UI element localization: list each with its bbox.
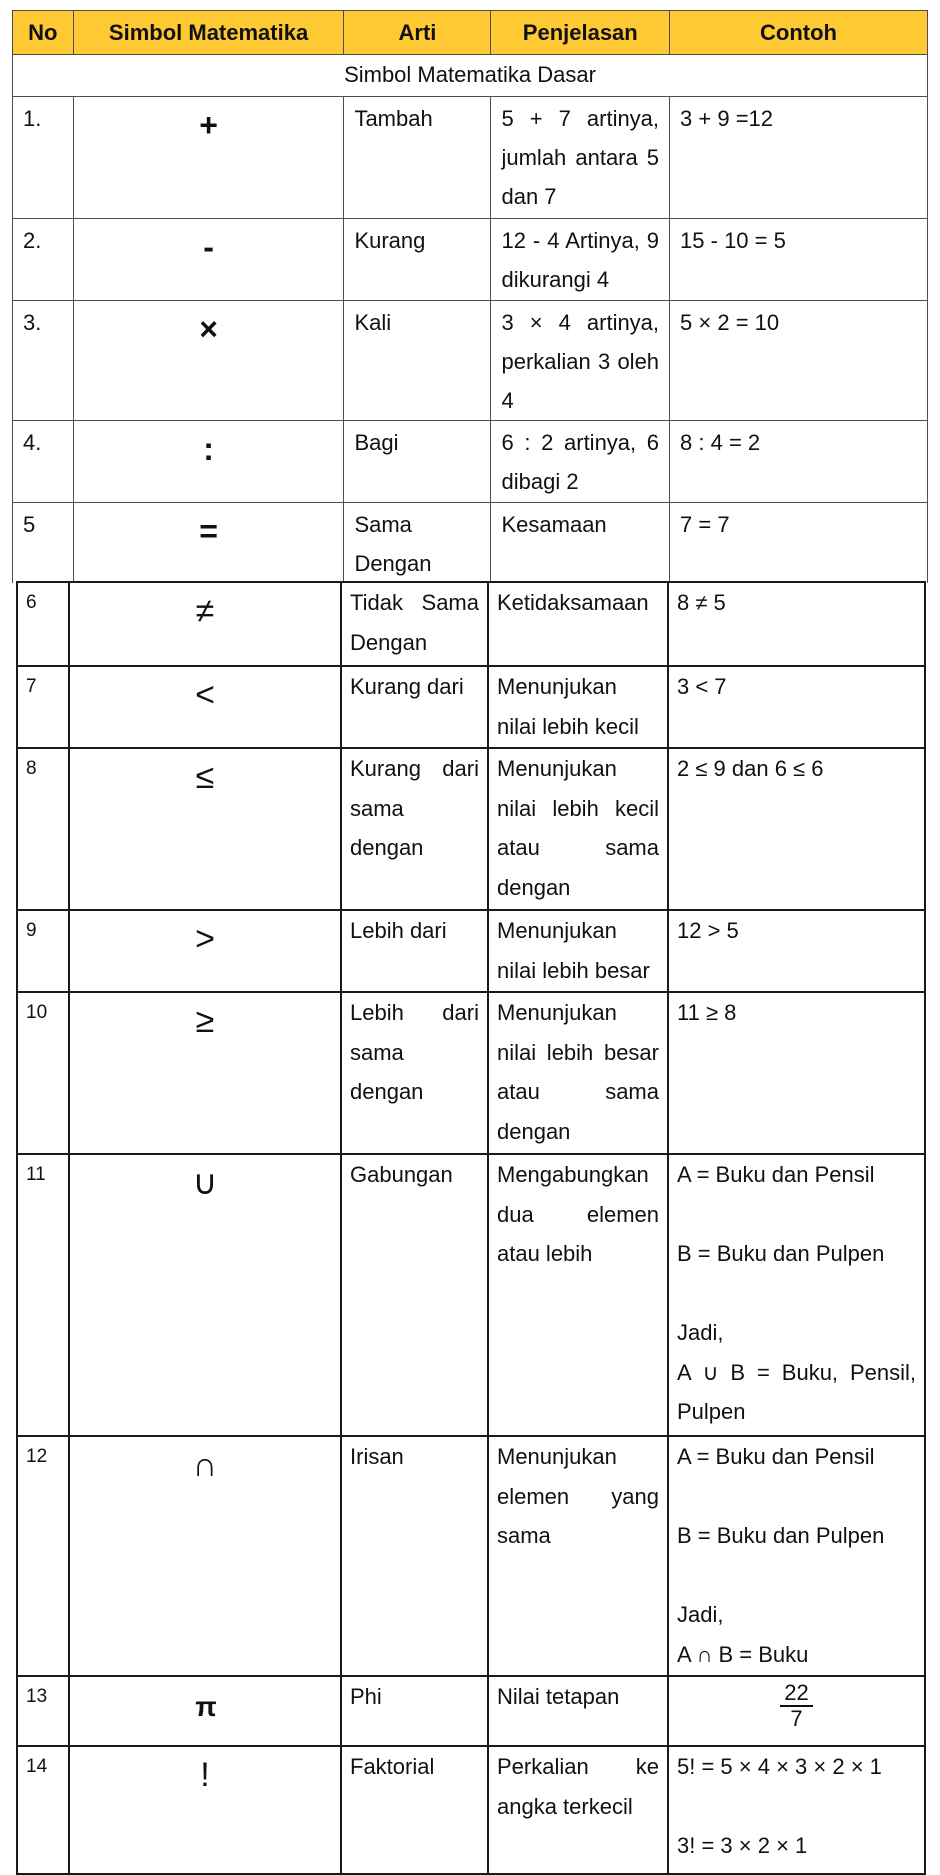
row-no: 14 bbox=[17, 1746, 69, 1874]
row-no: 7 bbox=[17, 666, 69, 748]
plus-symbol: + bbox=[73, 97, 344, 219]
row-example bbox=[668, 1746, 925, 1874]
example-line: 5! = 5 × 4 × 3 × 2 × 1 bbox=[677, 1754, 882, 1779]
table-row bbox=[17, 582, 925, 666]
row-example bbox=[668, 1436, 925, 1676]
symbol-table-basic bbox=[12, 10, 928, 583]
row-meaning: Kurang dari sama dengan bbox=[341, 748, 488, 910]
less-than-symbol: < bbox=[69, 666, 341, 748]
table-row bbox=[13, 421, 928, 503]
header-explanation: Penjelasan bbox=[491, 11, 670, 55]
example-line: A ∪ B = Buku, Pensil, Pulpen bbox=[677, 1359, 916, 1424]
example-line: Jadi, bbox=[677, 1320, 724, 1345]
union-symbol: ∪ bbox=[69, 1154, 341, 1436]
row-explanation: 12 - 4 Artinya, 9 dikurangi 4 bbox=[491, 219, 670, 301]
header-row bbox=[13, 11, 928, 55]
row-no: 8 bbox=[17, 748, 69, 910]
row-example: 8 : 4 = 2 bbox=[670, 421, 928, 503]
table-row bbox=[17, 1154, 925, 1436]
greater-equal-symbol: ≥ bbox=[69, 992, 341, 1154]
table-row bbox=[13, 219, 928, 301]
minus-symbol: - bbox=[73, 219, 344, 301]
row-example: 2 ≤ 9 dan 6 ≤ 6 bbox=[668, 748, 925, 910]
section-title: Simbol Matematika Dasar bbox=[13, 55, 928, 97]
row-meaning: Gabungan bbox=[341, 1154, 488, 1436]
symbol-table-relations bbox=[16, 581, 926, 1875]
row-meaning: Bagi bbox=[344, 421, 491, 503]
row-explanation: Menunjukan nilai lebih kecil atau sama dengan bbox=[488, 748, 668, 910]
table-row bbox=[17, 748, 925, 910]
row-explanation: 3 × 4 artinya, perkalian 3 oleh 4 bbox=[491, 301, 670, 421]
row-no: 4. bbox=[13, 421, 74, 503]
example-line: A ∩ B = Buku bbox=[677, 1641, 809, 1667]
times-symbol: × bbox=[73, 301, 344, 421]
row-meaning: Tambah bbox=[344, 97, 491, 219]
header-example: Contoh bbox=[670, 11, 928, 55]
less-equal-symbol: ≤ bbox=[69, 748, 341, 910]
row-no: 9 bbox=[17, 910, 69, 992]
row-no: 6 bbox=[17, 582, 69, 666]
example-line: B = Buku dan Pulpen bbox=[677, 1241, 885, 1266]
header-symbol: Simbol Matematika bbox=[73, 11, 344, 55]
row-meaning: Kurang dari bbox=[341, 666, 488, 748]
header-no: No bbox=[13, 11, 74, 55]
divide-symbol: : bbox=[73, 421, 344, 503]
row-explanation: Menunjukan nilai lebih kecil bbox=[488, 666, 668, 748]
row-meaning: Kurang bbox=[344, 219, 491, 301]
table-row bbox=[17, 1746, 925, 1874]
row-example: 7 = 7 bbox=[670, 503, 928, 584]
blank-line bbox=[677, 1195, 916, 1235]
row-no: 11 bbox=[17, 1154, 69, 1436]
row-example: 15 - 10 = 5 bbox=[670, 219, 928, 301]
row-meaning: Phi bbox=[341, 1676, 488, 1746]
greater-than-symbol: > bbox=[69, 910, 341, 992]
row-no: 1. bbox=[13, 97, 74, 219]
row-example: 5 × 2 = 10 bbox=[670, 301, 928, 421]
blank-line bbox=[677, 1477, 916, 1517]
table-row bbox=[13, 97, 928, 219]
fraction-numerator: 22 bbox=[780, 1681, 812, 1707]
row-example bbox=[668, 1676, 925, 1746]
table-row bbox=[17, 666, 925, 748]
row-meaning: Faktorial bbox=[341, 1746, 488, 1874]
example-line: A = Buku dan Pensil bbox=[677, 1162, 875, 1187]
row-explanation: Kesamaan bbox=[491, 503, 670, 584]
section-row bbox=[13, 55, 928, 97]
row-no: 2. bbox=[13, 219, 74, 301]
row-explanation: 5 + 7 artinya, jumlah antara 5 dan 7 bbox=[491, 97, 670, 219]
factorial-symbol: ! bbox=[69, 1746, 341, 1874]
row-explanation: Menunjukan nilai lebih besar bbox=[488, 910, 668, 992]
example-line: 3! = 3 × 2 × 1 bbox=[677, 1833, 808, 1858]
row-explanation: 6 : 2 artinya, 6 dibagi 2 bbox=[491, 421, 670, 503]
blank-line bbox=[677, 1787, 916, 1827]
row-no: 10 bbox=[17, 992, 69, 1154]
row-example: 3 < 7 bbox=[668, 666, 925, 748]
row-meaning: Irisan bbox=[341, 1436, 488, 1676]
example-line: Jadi, bbox=[677, 1602, 724, 1627]
row-explanation: Menunjukan elemen yang sama bbox=[488, 1436, 668, 1676]
table-row bbox=[17, 992, 925, 1154]
row-meaning: Kali bbox=[344, 301, 491, 421]
blank-line bbox=[677, 1556, 916, 1596]
row-meaning: Lebih dari sama dengan bbox=[341, 992, 488, 1154]
row-example: 3 + 9 =12 bbox=[670, 97, 928, 219]
row-no: 12 bbox=[17, 1436, 69, 1676]
row-no: 5 bbox=[13, 503, 74, 584]
row-no: 3. bbox=[13, 301, 74, 421]
row-meaning: Tidak Sama Dengan bbox=[341, 582, 488, 666]
intersection-symbol: ∩ bbox=[69, 1436, 341, 1676]
equals-symbol: = bbox=[73, 503, 344, 584]
not-equal-symbol: ≠ bbox=[69, 582, 341, 666]
pi-symbol bbox=[69, 1676, 341, 1746]
pi-glyph: π bbox=[195, 1691, 215, 1722]
row-example: 12 > 5 bbox=[668, 910, 925, 992]
row-meaning: Sama Dengan bbox=[344, 503, 491, 584]
table-row bbox=[13, 503, 928, 584]
row-example bbox=[668, 1154, 925, 1436]
row-example: 8 ≠ 5 bbox=[668, 582, 925, 666]
row-explanation: Perkalian ke angka terkecil bbox=[488, 1746, 668, 1874]
fraction-denominator: 7 bbox=[790, 1706, 803, 1731]
row-no: 13 bbox=[17, 1676, 69, 1746]
row-explanation: Menunjukan nilai lebih besar atau sama dengan bbox=[488, 992, 668, 1154]
example-line: B = Buku dan Pulpen bbox=[677, 1523, 885, 1548]
row-example: 11 ≥ 8 bbox=[668, 992, 925, 1154]
row-meaning: Lebih dari bbox=[341, 910, 488, 992]
blank-line bbox=[677, 1274, 916, 1314]
row-explanation: Nilai tetapan bbox=[488, 1676, 668, 1746]
table-row bbox=[17, 910, 925, 992]
table-row bbox=[13, 301, 928, 421]
example-line: A = Buku dan Pensil bbox=[677, 1444, 875, 1469]
row-explanation: Ketidaksamaan bbox=[488, 582, 668, 666]
fraction bbox=[780, 1681, 812, 1731]
row-explanation: Mengabungkan dua elemen atau lebih bbox=[488, 1154, 668, 1436]
table-row bbox=[17, 1676, 925, 1746]
table-row bbox=[17, 1436, 925, 1676]
header-meaning: Arti bbox=[344, 11, 491, 55]
